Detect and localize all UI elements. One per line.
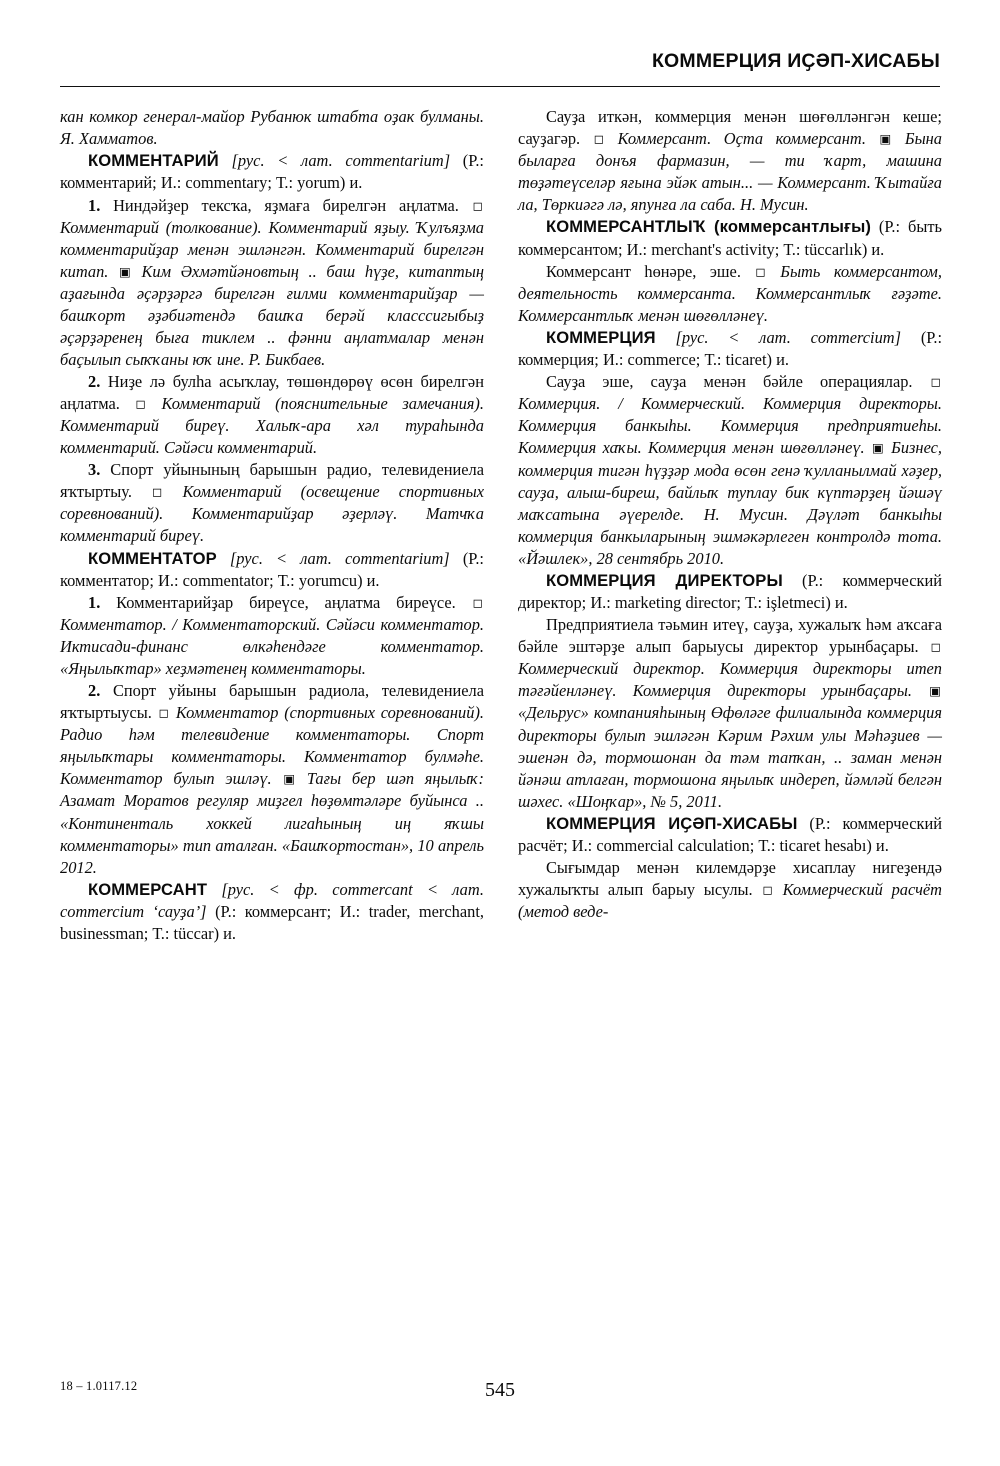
sense-3-kommentarij	[60, 459, 484, 547]
running-head: КОММЕРЦИЯ ИҪӘП-ХИСАБЫ	[651, 50, 940, 72]
entry-kommentator	[60, 548, 484, 592]
entry-kommerciya	[518, 327, 942, 371]
entry-kommersant-body	[518, 106, 942, 216]
gloss-languages: (Р.: коммерсант; И.: trader, merchant, businessman; Т.: tüccar) и.	[60, 902, 484, 944]
headword: КОММЕНТАТОР	[88, 548, 217, 568]
etymology: [рус. < лат. commercium]	[675, 327, 902, 347]
translation-marker-icon: ◻	[755, 263, 766, 279]
example-italic: Коммерсант. Оҫта коммерсант.	[605, 129, 879, 149]
etymology: [рус. < фр. commercant < лат. commercium ‘сауҙа’]	[60, 879, 484, 921]
translation-marker-icon: ◻	[762, 882, 773, 898]
sense-1-kommentator	[60, 592, 484, 680]
left-column	[60, 106, 484, 1346]
citation-marker-icon: ▣	[872, 440, 884, 456]
translation-marker-icon: ◻	[472, 594, 483, 610]
etymology: [рус. < лат. commentarium]	[231, 151, 451, 171]
definition-roman: Предприятиела тәьмин итеү, сауҙа, хужалыҡ һәм аҡсаға бәйле эштәрҙе алып барыусы директор урынбаҫары.	[518, 615, 942, 657]
example-italic: Комментатор. / Комментаторский. Сәйәси комментатор. Иктисади-финанс өлкәһендәге комментатор. «Яңылыҡтар» хеҙмәтенең комментаторы.	[60, 614, 484, 679]
entry-kommersantlyk-body	[518, 261, 942, 327]
citation-marker-icon: ▣	[119, 263, 131, 279]
definition-roman: Коммерсант һөнәре, эше.	[546, 261, 755, 281]
sense-1-kommentarij	[60, 195, 484, 372]
gloss-languages: (Р.: коммерческий директор; И.: marketing director; Т.: işletmeci) и.	[518, 570, 942, 613]
sense-text	[60, 593, 484, 678]
citation-marker-icon: ▣	[929, 683, 941, 699]
citation-marker-icon: ▣	[283, 771, 296, 787]
headword: КОММЕРЦИЯ	[546, 327, 656, 347]
example-italic: Бына быларға донъя фармазин, — ти ҡарт, машина төҙәтеүселәр яғына эйәк атын... — Коммерсант. Ҡытайға ла, Төркиәгә лә, япунға ла саба. Н. Мусин.	[518, 129, 942, 215]
example-italic: Комментатор (спортивных соревнований). Радио һәм телевидение комментаторы. Спорт яңылыҡтары комментаторы. Комментатор булмәһе. Комментатор булып эшләү.	[60, 703, 484, 789]
example-italic: Быть коммерсантом, деятельность коммерсанта. Коммерсантлыҡ ғәҙәте. Коммерсантлыҡ менән шөғөлләнеү.	[518, 261, 942, 325]
translation-marker-icon: ◻	[930, 374, 941, 390]
sense-2-kommentator	[60, 680, 484, 879]
example-italic: Коммерция. / Коммерческий. Коммерция директоры. Коммерция банкыһы. Коммерция предприятиеһы. Коммерция хаҡы. Коммерция менән шөғөлләнеү.	[518, 394, 942, 458]
citation-marker-icon: ▣	[879, 131, 892, 147]
sense-text	[60, 196, 484, 369]
example-italic: Комментарий (толкование). Комментарий яҙыу. Ҡулъяҙма комментарийҙар менән эшләнгән. Комментарий бирелгән китап.	[60, 217, 484, 281]
definition-roman: Сығымдар менән килемдәрҙе хисаплау нигеҙендә хужалыҡты алып барыу ысулы.	[518, 858, 942, 900]
translation-marker-icon: ◻	[472, 197, 483, 213]
example-italic: Коммерческий директор. Коммерция директоры итеп тәғәйенләнеү. Коммерция директоры урынбаҫары.	[518, 659, 942, 701]
header-rule	[60, 86, 940, 87]
sense-number: 2.	[88, 681, 101, 701]
sense-number: 2.	[88, 372, 101, 391]
translation-marker-icon: ◻	[930, 639, 941, 655]
sense-text	[60, 681, 484, 877]
gloss-languages: (Р.: быть коммерсантом; И.: merchant's activity; Т.: tüccarlık) и.	[518, 217, 942, 259]
right-column	[518, 106, 942, 1346]
entry-kommerciya-isep-hisaby	[518, 813, 942, 857]
translation-marker-icon: ◻	[158, 705, 170, 721]
example-italic: Коммерческий расчёт (метод веде-	[518, 880, 942, 922]
definition-roman: Ниндәйҙер тексҡа, яҙмаға бирелгән аңлатма.	[113, 195, 472, 215]
etymology: [рус. < лат. commentarium]	[229, 548, 450, 568]
text-columns	[60, 106, 942, 1346]
translation-marker-icon: ◻	[135, 396, 146, 412]
example-italic: Комментарий (пояснительные замечания). Комментарий биреү. Халыҡ-ара хәл тураһында комментарий. Сәйәси комментарий.	[60, 394, 484, 458]
example-italic: «Дельрус» компанияһының Өфөләге филиалында коммерция директоры булып эшләгән Кәрим Рәхим улы Мәһәҙиев — эшенән дә, тормошонан да тәм тапҡан, .. заман менән йәнәш атлаған, тормошона яңылыҡ индереп, йәмләй белгән шәхес. «Шоңҡар», № 5, 2011.	[518, 703, 942, 811]
sense-text	[60, 460, 484, 545]
gloss-languages: (Р.: комментатор; И.: commentator; Т.: yorumcu) и.	[60, 548, 484, 590]
translation-marker-icon: ◻	[593, 131, 605, 147]
entry-kommerciya-isep-hisaby-body	[518, 857, 942, 923]
gloss-languages: (Р.: комментарий; И.: commentary; Т.: yorum) и.	[60, 151, 484, 193]
translation-marker-icon: ◻	[152, 484, 163, 500]
headword: КОММЕРЦИЯ ИҪӘП-ХИСАБЫ	[546, 813, 798, 833]
headword: КОММЕРЦИЯ ДИРЕКТОРЫ	[546, 570, 783, 590]
example-italic: Бизнес, коммерция тигән һүҙҙәр мода өсөн генә ҡулланылмай хәҙер, сауҙа, алыш-биреш, байлыҡ туплау бик күптәрҙең йәшәү маҡсатына әүерелде. Н. Мусин. Дәүләт банкыһы коммерция банкыларының эшмәкәрлеген контролдә тота. «Йәшлек», 28 сентябрь 2010.	[518, 438, 942, 568]
signature-mark: 18 – 1.0117.12	[60, 1379, 138, 1393]
sense-number: 1.	[88, 592, 101, 612]
example-italic: Комментарий (освещение спортивных соревнований). Комментарийҙар әҙерләү. Матчҡа комментарий биреү.	[60, 482, 485, 546]
headword: КОММЕНТАРИЙ	[88, 151, 219, 171]
definition-roman: Сауҙа эше, сауҙа менән бәйле операциялар.	[546, 372, 930, 392]
entry-carryover: кан комкор генерал-майор Рубанюк штабта оҙак булманы. Я. Хамматов.	[60, 107, 484, 149]
entry-kommentarij	[60, 150, 484, 194]
definition-roman: Спорт уйынының барышын радио, телевидениела яҡтыртыу.	[60, 460, 484, 502]
sense-text	[60, 372, 484, 457]
page-number: 545	[485, 1379, 515, 1401]
definition-roman: Спорт уйыны барышын радиола, телевидениела яҡтыртыусы.	[60, 681, 484, 723]
definition-roman: Ниҙе лә булһа асыҡлау, төшөндөрөү өсөн бирелгән аңлатма.	[60, 372, 484, 414]
entry-kommerciya-direktory	[518, 570, 942, 614]
entry-kommerciya-direktory-body	[518, 614, 942, 813]
sense-number: 1.	[88, 195, 101, 215]
headword: КОММЕРСАНТ	[88, 879, 208, 899]
entry-kommerciya-body	[518, 371, 942, 570]
example-italic: Тағы бер шәп яңылыҡ: Азамат Моратов регуляр миҙгел һөҙөмтәләре буйынса .. «Континенталь хоккей лигаһының иң яҡшы комментаторы» тип аталған. «Башҡортостан», 10 апрель 2012.	[60, 769, 484, 877]
entry-kommersantlyk	[518, 216, 942, 260]
gloss-languages: (Р.: коммерческий расчёт; И.: commercial calculation; Т.: ticaret hesabı) и.	[518, 813, 942, 856]
example-italic: Ким Әхмәтйәновтың .. баш һүҙе, китаптың аҙағында әҫәрҙәргә бирелгән ғилми комментарийҙар — башҡорт әҙәбиәтендә башҡа берәй класссигыбыҙ әҫәрҙәренең быға тиклем .. фәнни аңлатмалар менән баҫылып сыҡҡаны юҡ ине. Р. Бикбаев.	[60, 261, 484, 369]
sense-number: 3.	[88, 460, 101, 480]
headword: КОММЕРСАНТЛЫҠ (коммерсантлығы)	[546, 217, 871, 237]
definition-roman: Сауҙа иткән, коммерция менән шөғөлләнгән кеше; сауҙагәр.	[518, 107, 942, 149]
sense-2-kommentarij	[60, 371, 484, 459]
definition-roman: Комментарийҙар биреүсе, аңлатма биреүсе.	[116, 592, 472, 612]
gloss-languages: (Р.: коммерция; И.: commerce; Т.: ticaret) и.	[518, 327, 943, 370]
entry-kommersant	[60, 879, 484, 945]
